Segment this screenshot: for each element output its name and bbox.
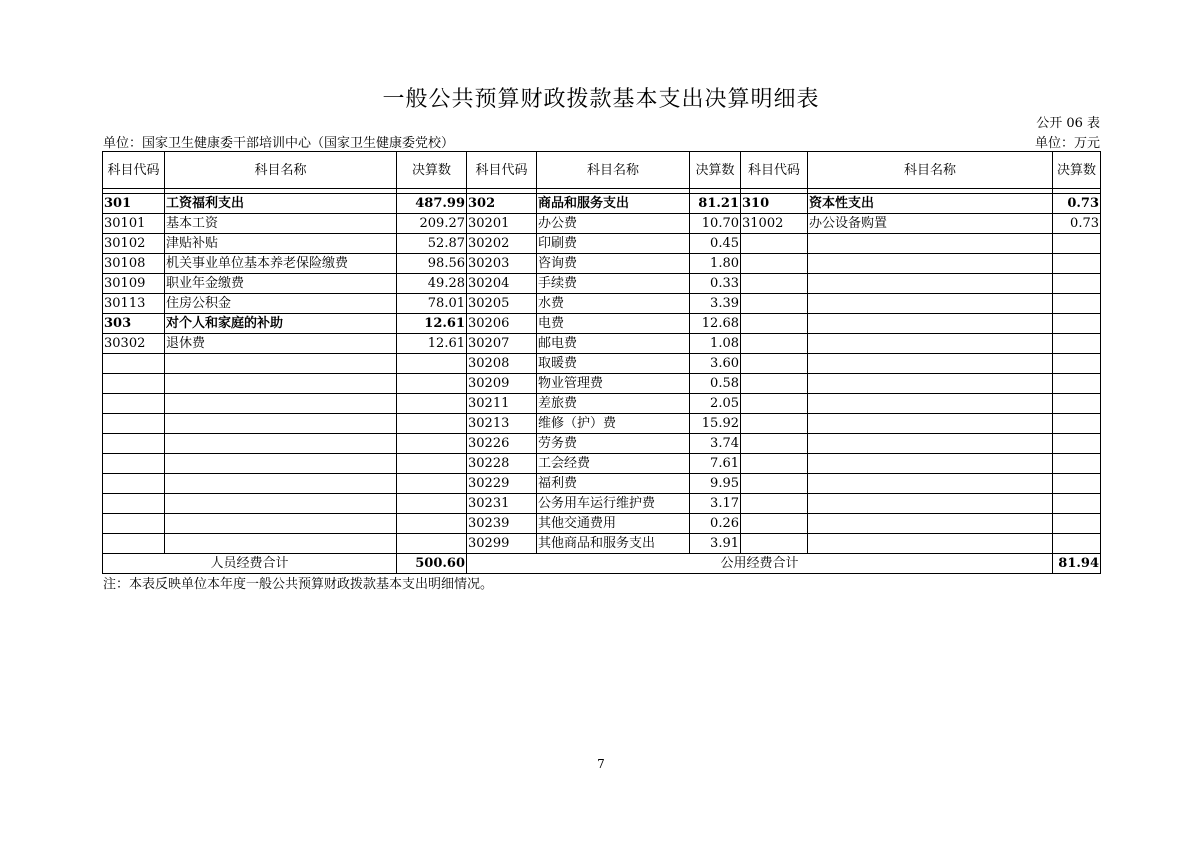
amount-cell: 0.45	[690, 234, 741, 254]
code-cell: 30209	[467, 374, 537, 394]
amount-cell	[1053, 354, 1101, 374]
code-cell: 30211	[467, 394, 537, 414]
name-cell: 基本工资	[165, 214, 397, 234]
name-cell	[808, 534, 1053, 554]
code-cell: 30108	[103, 254, 165, 274]
amount-cell: 3.17	[690, 494, 741, 514]
amount-cell	[397, 374, 467, 394]
code-cell: 30239	[467, 514, 537, 534]
amount-cell	[1053, 434, 1101, 454]
name-cell	[165, 474, 397, 494]
table-row	[103, 274, 1101, 294]
code-cell: 30204	[467, 274, 537, 294]
name-cell	[808, 394, 1053, 414]
name-cell: 印刷费	[537, 234, 690, 254]
amount-cell	[1053, 394, 1101, 414]
name-cell	[808, 414, 1053, 434]
amount-cell: 487.99	[397, 194, 467, 214]
public-total-value: 81.94	[1053, 554, 1101, 574]
code-cell	[741, 354, 808, 374]
table-row	[103, 234, 1101, 254]
code-cell	[741, 374, 808, 394]
name-cell	[165, 514, 397, 534]
table-note: 注：本表反映单位本年度一般公共预算财政拨款基本支出明细情况。	[103, 577, 494, 592]
code-cell	[103, 534, 165, 554]
code-cell	[103, 354, 165, 374]
amount-cell: 7.61	[690, 454, 741, 474]
code-cell: 30299	[467, 534, 537, 554]
code-cell: 30226	[467, 434, 537, 454]
amount-cell	[1053, 474, 1101, 494]
name-cell	[165, 534, 397, 554]
form-number: 公开 06 表	[1036, 116, 1100, 131]
name-cell: 维修（护）费	[537, 414, 690, 434]
name-cell: 咨询费	[537, 254, 690, 274]
table-row	[103, 494, 1101, 514]
amount-cell	[397, 354, 467, 374]
amount-cell	[1053, 254, 1101, 274]
name-cell: 机关事业单位基本养老保险缴费	[165, 254, 397, 274]
code-cell: 30203	[467, 254, 537, 274]
name-cell	[808, 294, 1053, 314]
code-cell	[741, 314, 808, 334]
table-row	[103, 314, 1101, 334]
table-row	[103, 434, 1101, 454]
name-cell: 工会经费	[537, 454, 690, 474]
column-header: 科目名称	[808, 152, 1053, 189]
name-cell: 办公设备购置	[808, 214, 1053, 234]
code-cell: 30302	[103, 334, 165, 354]
column-header: 科目代码	[103, 152, 165, 189]
amount-cell	[397, 494, 467, 514]
code-cell	[741, 514, 808, 534]
code-cell: 30113	[103, 294, 165, 314]
amount-cell: 52.87	[397, 234, 467, 254]
amount-cell	[1053, 534, 1101, 554]
amount-cell	[1053, 374, 1101, 394]
code-cell: 30206	[467, 314, 537, 334]
amount-cell: 3.60	[690, 354, 741, 374]
amount-cell: 0.33	[690, 274, 741, 294]
amount-cell: 3.91	[690, 534, 741, 554]
name-cell	[808, 354, 1053, 374]
name-cell: 福利费	[537, 474, 690, 494]
code-cell	[741, 534, 808, 554]
amount-cell	[1053, 294, 1101, 314]
amount-cell: 3.74	[690, 434, 741, 454]
code-cell	[103, 474, 165, 494]
amount-cell	[397, 454, 467, 474]
name-cell: 职业年金缴费	[165, 274, 397, 294]
name-cell	[165, 354, 397, 374]
amount-cell	[1053, 494, 1101, 514]
code-cell: 30231	[467, 494, 537, 514]
amount-cell: 12.61	[397, 334, 467, 354]
code-cell	[103, 394, 165, 414]
totals-row	[103, 554, 1101, 574]
amount-cell: 10.70	[690, 214, 741, 234]
column-header: 科目名称	[537, 152, 690, 189]
name-cell	[808, 234, 1053, 254]
amount-cell: 0.73	[1053, 214, 1101, 234]
table-row	[103, 514, 1101, 534]
amount-cell	[1053, 274, 1101, 294]
name-cell: 取暖费	[537, 354, 690, 374]
table-row	[103, 374, 1101, 394]
name-cell: 差旅费	[537, 394, 690, 414]
name-cell: 其他商品和服务支出	[537, 534, 690, 554]
amount-cell	[1053, 234, 1101, 254]
amount-cell	[397, 514, 467, 534]
name-cell	[165, 434, 397, 454]
amount-cell: 0.73	[1053, 194, 1101, 214]
code-cell	[103, 414, 165, 434]
personnel-total-label: 人员经费合计	[103, 554, 397, 574]
table-row	[103, 194, 1101, 214]
amount-cell	[397, 434, 467, 454]
name-cell	[165, 394, 397, 414]
amount-cell: 2.05	[690, 394, 741, 414]
code-cell: 30229	[467, 474, 537, 494]
code-cell	[103, 434, 165, 454]
code-cell	[103, 374, 165, 394]
amount-cell	[397, 394, 467, 414]
name-cell: 资本性支出	[808, 194, 1053, 214]
amount-cell: 0.58	[690, 374, 741, 394]
code-cell	[741, 334, 808, 354]
name-cell: 退休费	[165, 334, 397, 354]
code-cell	[741, 234, 808, 254]
name-cell	[808, 274, 1053, 294]
code-cell: 302	[467, 194, 537, 214]
amount-cell: 49.28	[397, 274, 467, 294]
header-row	[103, 152, 1101, 189]
amount-cell: 3.39	[690, 294, 741, 314]
amount-cell: 1.80	[690, 254, 741, 274]
name-cell: 商品和服务支出	[537, 194, 690, 214]
column-header: 决算数	[397, 152, 467, 189]
amount-cell	[397, 474, 467, 494]
amount-cell: 0.26	[690, 514, 741, 534]
amount-cell: 209.27	[397, 214, 467, 234]
table-row	[103, 354, 1101, 374]
name-cell: 物业管理费	[537, 374, 690, 394]
name-cell	[808, 334, 1053, 354]
name-cell	[808, 434, 1053, 454]
table-row	[103, 414, 1101, 434]
name-cell	[808, 374, 1053, 394]
code-cell: 30201	[467, 214, 537, 234]
amount-cell: 78.01	[397, 294, 467, 314]
name-cell: 水费	[537, 294, 690, 314]
column-header: 科目名称	[165, 152, 397, 189]
name-cell	[165, 494, 397, 514]
code-cell: 30101	[103, 214, 165, 234]
table-row	[103, 294, 1101, 314]
column-header: 科目代码	[741, 152, 808, 189]
name-cell	[808, 314, 1053, 334]
amount-cell	[1053, 454, 1101, 474]
page-number: 7	[597, 757, 605, 771]
page-title: 一般公共预算财政拨款基本支出决算明细表	[382, 87, 820, 112]
amount-cell: 12.68	[690, 314, 741, 334]
code-cell: 30202	[467, 234, 537, 254]
personnel-total-value: 500.60	[397, 554, 467, 574]
name-cell	[808, 454, 1053, 474]
code-cell	[741, 454, 808, 474]
name-cell	[165, 454, 397, 474]
table-row	[103, 334, 1101, 354]
name-cell	[808, 474, 1053, 494]
expenditure-table	[102, 151, 1101, 574]
code-cell	[741, 394, 808, 414]
code-cell: 30207	[467, 334, 537, 354]
amount-cell	[1053, 334, 1101, 354]
name-cell	[165, 374, 397, 394]
name-cell	[808, 254, 1053, 274]
name-cell: 住房公积金	[165, 294, 397, 314]
table-row	[103, 214, 1101, 234]
name-cell: 工资福利支出	[165, 194, 397, 214]
column-header: 科目代码	[467, 152, 537, 189]
table-row	[103, 254, 1101, 274]
code-cell: 30208	[467, 354, 537, 374]
amount-cell	[397, 534, 467, 554]
amount-cell: 98.56	[397, 254, 467, 274]
code-cell	[741, 294, 808, 314]
code-cell	[741, 414, 808, 434]
name-cell	[808, 494, 1053, 514]
name-cell	[165, 414, 397, 434]
amount-cell: 9.95	[690, 474, 741, 494]
amount-cell	[1053, 514, 1101, 534]
code-cell	[741, 434, 808, 454]
code-cell	[103, 454, 165, 474]
code-cell	[103, 514, 165, 534]
name-cell: 公务用车运行维护费	[537, 494, 690, 514]
column-header: 决算数	[1053, 152, 1101, 189]
name-cell: 其他交通费用	[537, 514, 690, 534]
amount-cell: 81.21	[690, 194, 741, 214]
amount-cell	[1053, 314, 1101, 334]
amount-cell: 1.08	[690, 334, 741, 354]
code-cell	[741, 254, 808, 274]
name-cell: 邮电费	[537, 334, 690, 354]
column-header: 决算数	[690, 152, 741, 189]
code-cell	[741, 494, 808, 514]
name-cell: 手续费	[537, 274, 690, 294]
code-cell: 31002	[741, 214, 808, 234]
amount-cell: 15.92	[690, 414, 741, 434]
table-row	[103, 534, 1101, 554]
code-cell: 30109	[103, 274, 165, 294]
name-cell: 电费	[537, 314, 690, 334]
public-total-label: 公用经费合计	[467, 554, 1053, 574]
name-cell: 对个人和家庭的补助	[165, 314, 397, 334]
amount-cell	[1053, 414, 1101, 434]
name-cell: 劳务费	[537, 434, 690, 454]
name-cell: 津贴补贴	[165, 234, 397, 254]
code-cell	[741, 274, 808, 294]
name-cell: 办公费	[537, 214, 690, 234]
code-cell	[103, 494, 165, 514]
code-cell: 301	[103, 194, 165, 214]
code-cell: 303	[103, 314, 165, 334]
code-cell: 30205	[467, 294, 537, 314]
code-cell: 30213	[467, 414, 537, 434]
code-cell: 310	[741, 194, 808, 214]
amount-cell: 12.61	[397, 314, 467, 334]
currency-unit: 单位：万元	[1034, 136, 1100, 151]
table-row	[103, 394, 1101, 414]
code-cell	[741, 474, 808, 494]
reporting-unit: 单位：国家卫生健康委干部培训中心（国家卫生健康委党校）	[103, 136, 455, 151]
amount-cell	[397, 414, 467, 434]
name-cell	[808, 514, 1053, 534]
code-cell: 30102	[103, 234, 165, 254]
code-cell: 30228	[467, 454, 537, 474]
table-row	[103, 474, 1101, 494]
table-row	[103, 454, 1101, 474]
